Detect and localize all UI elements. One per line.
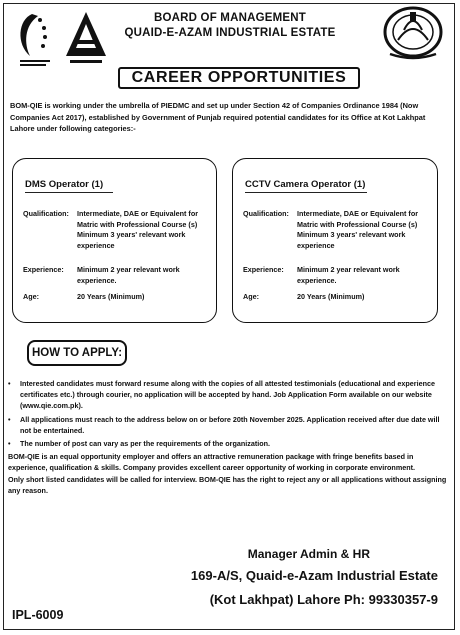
job-card-cctv (232, 158, 438, 323)
age-label: Age: (243, 292, 259, 301)
header-line-2: QUAID-E-AZAM INDUSTRIAL ESTATE (124, 27, 336, 39)
job-title-text: DMS Operator (1) (25, 179, 104, 190)
header-line-1: BOARD OF MANAGEMENT (153, 12, 306, 24)
job-title-text: CCTV Camera Operator (1) (245, 179, 366, 190)
experience-value: Minimum 2 year relevant work experience. (297, 265, 400, 285)
address-line-2: (Kot Lakhpat) Lahore Ph: 99330357-9 (209, 592, 438, 607)
address-line-1: 169-A/S, Quaid-e-Azam Industrial Estate (190, 568, 438, 583)
bullet-icon: • (8, 414, 11, 424)
age-label: Age: (23, 292, 39, 301)
instruction-item (8, 414, 448, 436)
intro-paragraph: BOM-QIE is working under the umbrella of PIEDMC and set up under Section 42 of Companies Ordinance 1984 (Now Companies Act 2017), established by Government of Punjab required potential candidates for its Office at Kot Lakhpat Lahore under following categories:- (10, 101, 426, 133)
signatory-title: Manager Admin & HR (247, 547, 370, 561)
how-to-apply-heading: HOW TO APPLY: (27, 340, 127, 366)
age-value: 20 Years (Minimum) (297, 292, 365, 301)
instructions (8, 378, 448, 496)
title-underline (25, 192, 113, 193)
age-value: 20 Years (Minimum) (77, 292, 145, 301)
experience-value: Minimum 2 year relevant work experience. (77, 265, 180, 285)
ipl-number: IPL-6009 (12, 608, 64, 622)
career-banner: CAREER OPPORTUNITIES (118, 67, 360, 89)
qualification-label: Qualification: (23, 209, 69, 218)
job-card-dms (12, 158, 217, 323)
qualification-label: Qualification: (243, 209, 289, 218)
bullet-icon: • (8, 439, 11, 449)
job-title (25, 179, 103, 190)
bullet-icon: • (8, 379, 11, 388)
experience-label: Experience: (23, 265, 64, 274)
instruction-item (8, 438, 448, 449)
shortlist-statement: Only short listed candidates will be called for interview. BOM-QIE has the right to reject any or all applications without assigning any reason. (8, 474, 447, 495)
qualification-value: Intermediate, DAE or Equivalent for Matric with Professional Course (s) Minimum 3 years' relevant work experience (77, 209, 199, 250)
experience-label: Experience: (243, 265, 284, 274)
instruction-text: All applications must reach to the address below on or before 20th November 2025. Application received after due date will not be entertained. (20, 414, 440, 435)
qualification-value: Intermediate, DAE or Equivalent for Matric with Professional Course (s) Minimum 3 years' relevant work experience (297, 209, 419, 250)
instruction-text: The number of post can vary as per the requirements of the organization. (20, 439, 271, 449)
employer-statement: BOM-QIE is an equal opportunity employer and offers an attractive remuneration package with fringe benefits based in experience, qualification & skills. Company provides excellent career opportunity of working in corporate environment. (8, 452, 415, 473)
instruction-text: Interested candidates must forward resume along with the copies of all attested testimonials (educational and experience certificates etc.) through courier, no application will be accepted by hand. Job Application Form available on our website (www.qie.com.pk). (20, 379, 435, 411)
title-underline (245, 192, 367, 193)
instruction-item (8, 378, 448, 412)
job-title (245, 179, 365, 190)
